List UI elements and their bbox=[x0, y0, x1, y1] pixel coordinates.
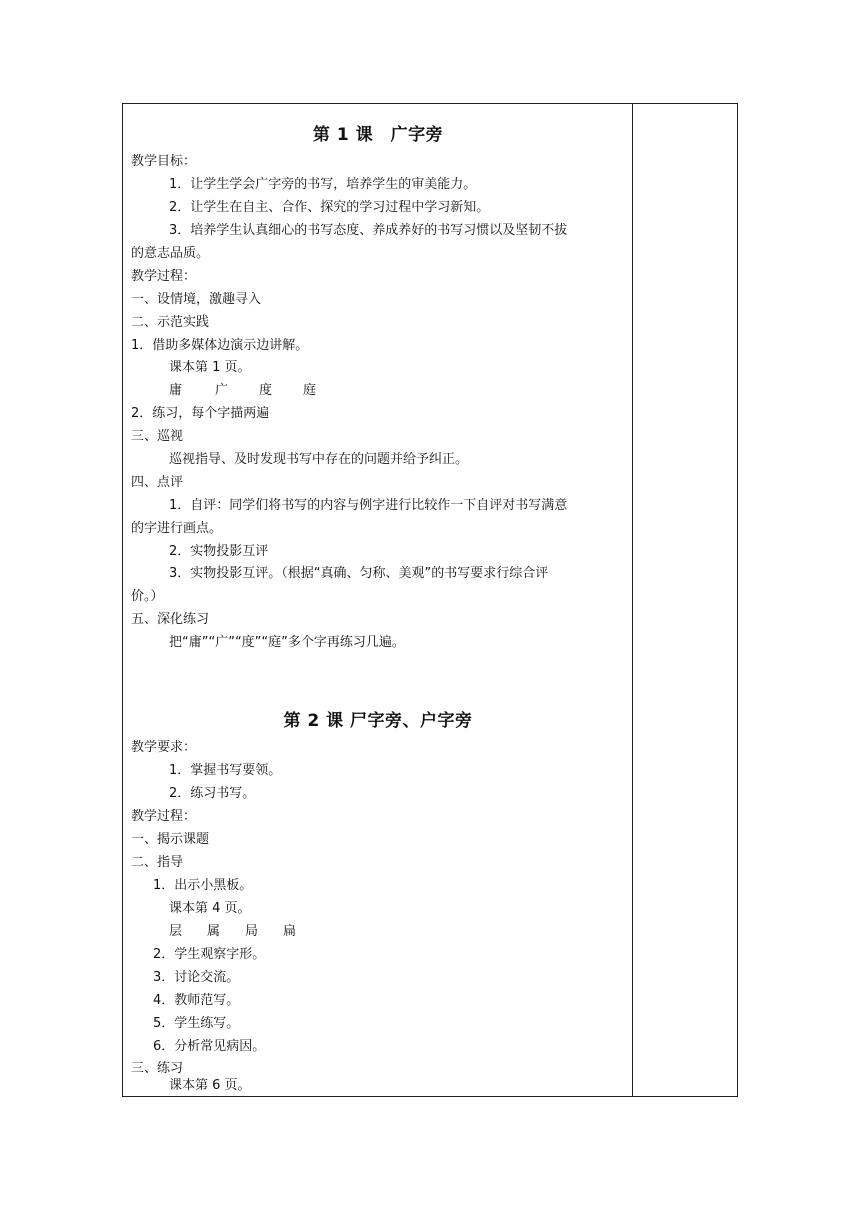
lesson1-step-4-3: 3．实物投影互评。（根据“真确、匀称、美观”的书写要求行综合评 bbox=[169, 566, 549, 581]
lesson1-step-4-3-cont: 价。） bbox=[131, 589, 164, 604]
example-char: 庭 bbox=[303, 383, 317, 398]
lesson1-goal-3-cont: 的意志品质。 bbox=[131, 246, 210, 261]
lesson2-section-3-page: 课本第 6 页。 bbox=[169, 1078, 251, 1093]
example-char: 扁 bbox=[283, 924, 297, 939]
lesson2-req-1: 1．掌握书写要领。 bbox=[169, 763, 282, 778]
lesson2-step-6: 6．分析常见病因。 bbox=[153, 1039, 266, 1054]
example-char: 属 bbox=[207, 924, 221, 939]
lesson2-req-heading: 教学要求： bbox=[131, 740, 197, 755]
lesson1-section-3-text: 巡视指导、及时发现书写中存在的问题并给予纠正。 bbox=[169, 452, 469, 467]
lesson1-step-4-2: 2．实物投影互评 bbox=[169, 544, 269, 559]
lesson2-example-chars bbox=[169, 924, 296, 940]
lesson1-goal-3: 3．培养学生认真细心的书写态度、养成养好的书写习惯以及坚韧不拔 bbox=[169, 223, 568, 238]
example-char: 度 bbox=[259, 383, 273, 398]
lesson2-step-2: 2．学生观察字形。 bbox=[153, 947, 266, 962]
lesson1-section-1: 一、设情境，激趣寻入 bbox=[131, 292, 262, 307]
lesson1-section-2: 二、示范实践 bbox=[131, 315, 210, 330]
lesson1-step-4-1: 1．自评：同学们将书写的内容与例字进行比较作一下自评对书写满意 bbox=[169, 498, 568, 513]
example-char: 局 bbox=[245, 924, 259, 939]
lesson1-process-heading: 教学过程： bbox=[131, 269, 197, 284]
lesson1-example-chars bbox=[169, 383, 316, 399]
lesson1-goal-2: 2．让学生在自主、合作、探究的学习过程中学习新知。 bbox=[169, 200, 490, 215]
lesson2-step-4: 4．教师范写。 bbox=[153, 993, 240, 1008]
example-char: 广 bbox=[215, 383, 229, 398]
lesson1-section-3: 三、巡视 bbox=[131, 429, 184, 444]
example-char: 庸 bbox=[169, 383, 183, 398]
lesson-plan-table bbox=[122, 103, 738, 1097]
lesson2-step-3: 3．讨论交流。 bbox=[153, 970, 240, 985]
lesson1-step-4-1-cont: 的字进行画点。 bbox=[131, 521, 223, 536]
lesson1-goal-heading: 教学目标： bbox=[131, 154, 197, 169]
lesson1-goal-1: 1．让学生学会广字旁的书写，培养学生的审美能力。 bbox=[169, 177, 477, 192]
lesson1-step-2-2: 2．练习，每个字描两遍 bbox=[131, 406, 270, 421]
lesson1-textbook-page: 课本第 1 页。 bbox=[169, 360, 251, 375]
lesson2-step-1: 1．出示小黑板。 bbox=[153, 878, 253, 893]
lesson1-title: 第 1 课 广字旁 bbox=[312, 125, 444, 145]
lesson2-step-5: 5．学生练写。 bbox=[153, 1016, 240, 1031]
lesson1-step-2-1: 1．借助多媒体边演示边讲解。 bbox=[131, 338, 309, 353]
lesson1-section-5-text: 把“庸”“广”“度”“庭”多个字再练习几遍。 bbox=[169, 635, 405, 650]
example-char: 层 bbox=[169, 924, 183, 939]
lesson1-section-5: 五、深化练习 bbox=[131, 612, 210, 627]
lesson2-textbook-page: 课本第 4 页。 bbox=[169, 901, 251, 916]
lesson2-title: 第 2 课 尸字旁、户字旁 bbox=[283, 711, 473, 731]
lesson2-section-3: 三、练习 bbox=[131, 1061, 184, 1076]
lesson2-process-heading: 教学过程： bbox=[131, 809, 197, 824]
lesson1-section-4: 四、点评 bbox=[131, 475, 184, 490]
column-divider bbox=[632, 104, 633, 1096]
lesson2-section-2: 二、指导 bbox=[131, 855, 184, 870]
lesson2-req-2: 2．练习书写。 bbox=[169, 786, 256, 801]
lesson2-section-1: 一、揭示课题 bbox=[131, 832, 210, 847]
